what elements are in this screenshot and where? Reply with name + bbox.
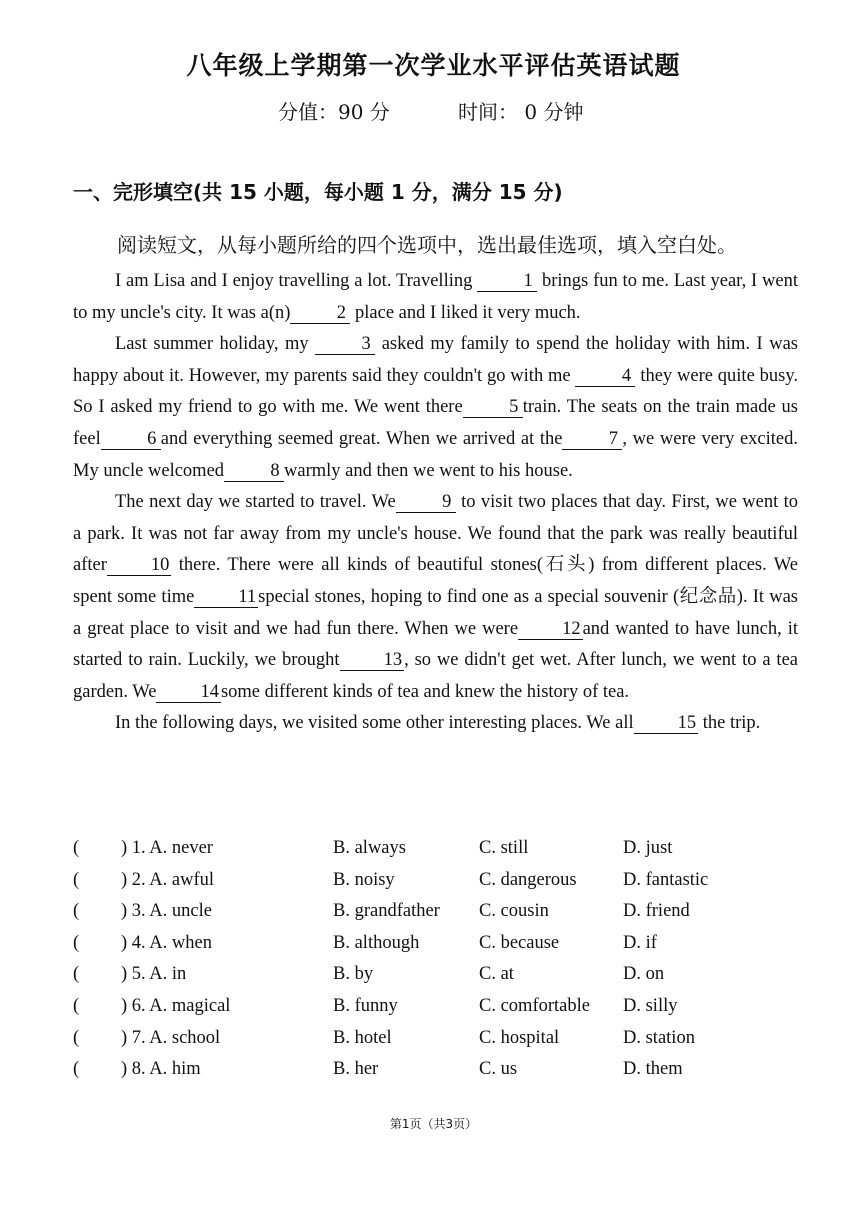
answer-slot[interactable]: ( bbox=[73, 901, 80, 922]
blank-11[interactable]: 11 bbox=[194, 587, 258, 608]
time-label: 时间： 0 分钟 bbox=[458, 100, 584, 124]
question-row-3 bbox=[73, 901, 798, 933]
option-c: C. dangerous bbox=[479, 869, 577, 890]
option-d: D. station bbox=[623, 1027, 695, 1048]
option-c: C. us bbox=[479, 1059, 518, 1080]
blank-12[interactable]: 12 bbox=[518, 619, 583, 640]
option-d: D. if bbox=[623, 932, 657, 953]
question-row-6 bbox=[73, 996, 798, 1028]
blank-14[interactable]: 14 bbox=[156, 682, 221, 703]
answer-slot[interactable]: ( bbox=[73, 995, 80, 1016]
page-footer: 第1页（共3页） bbox=[389, 1117, 478, 1131]
text-run: train. The seats on the train made us feel bbox=[73, 397, 798, 449]
text-run: asked my family to spend the holiday with him. I was happy about it. However, my parents said they couldn't go with me bbox=[73, 334, 799, 386]
answer-slot[interactable]: ( bbox=[73, 869, 80, 890]
option-a: ) 5. A. in bbox=[121, 964, 187, 985]
answer-slot[interactable]: ( bbox=[73, 838, 80, 858]
text-run: In the following days, we visited some other interesting places. We all bbox=[115, 713, 634, 734]
answer-slot[interactable]: ( bbox=[73, 1027, 80, 1048]
option-b: B. by bbox=[333, 964, 374, 985]
option-d: D. them bbox=[623, 1059, 683, 1080]
text-run: Last summer holiday, my bbox=[115, 334, 316, 355]
text-run: some different kinds of tea and knew the history of tea. bbox=[220, 681, 630, 702]
paragraph-3 bbox=[73, 487, 798, 708]
blank-2[interactable]: 2 bbox=[290, 303, 350, 324]
blank-13[interactable]: 13 bbox=[340, 650, 405, 671]
text-run: special stones, hoping to find one as a special souvenir (纪念品). It was a great place to visit and we had fun there. When we were bbox=[73, 586, 798, 639]
option-d: D. fantastic bbox=[623, 869, 709, 890]
option-a: ) 4. A. when bbox=[121, 932, 212, 953]
cloze-passage bbox=[73, 266, 798, 740]
question-row-7 bbox=[73, 1028, 798, 1060]
blank-7[interactable]: 7 bbox=[562, 429, 622, 450]
option-d: D. just bbox=[623, 838, 673, 858]
question-row-8 bbox=[73, 1059, 798, 1091]
blank-15[interactable]: 15 bbox=[634, 713, 699, 734]
text-run: place and I liked it very much. bbox=[350, 302, 581, 323]
option-a: ) 1. A. never bbox=[121, 838, 213, 858]
option-b: B. hotel bbox=[333, 1027, 392, 1048]
option-c: C. cousin bbox=[479, 901, 549, 922]
option-d: D. friend bbox=[623, 901, 690, 922]
text-run: , so we didn't get wet. After lunch, we went to a tea garden. We bbox=[73, 650, 798, 702]
blank-6[interactable]: 6 bbox=[101, 429, 161, 450]
text-run: , we were very excited. My uncle welcomed bbox=[73, 428, 798, 481]
paragraph-2 bbox=[73, 329, 798, 487]
option-c: C. hospital bbox=[479, 1027, 560, 1048]
option-b: B. grandfather bbox=[333, 901, 440, 922]
option-b: B. always bbox=[333, 838, 406, 858]
section-heading: 一、完形填空(共 15 小题，每小题 1 分，满分 15 分) bbox=[73, 180, 563, 204]
paragraph-1 bbox=[73, 266, 798, 329]
paragraph-4 bbox=[73, 708, 798, 740]
answer-slot[interactable]: ( bbox=[73, 1059, 80, 1080]
instruction-text: 阅读短文，从每小题所给的四个选项中，选出最佳选项，填入空白处。 bbox=[117, 233, 737, 257]
text-run: The next day we started to travel. We bbox=[115, 492, 396, 513]
option-a: ) 2. A. awful bbox=[121, 869, 214, 890]
answer-slot[interactable]: ( bbox=[73, 932, 80, 953]
text-run: they were quite busy. So I asked my friend to go with me. We went there bbox=[73, 365, 798, 418]
question-row-5 bbox=[73, 964, 798, 996]
option-c: C. comfortable bbox=[479, 995, 590, 1016]
blank-5[interactable]: 5 bbox=[463, 397, 523, 418]
option-d: D. on bbox=[623, 964, 665, 985]
option-a: ) 6. A. magical bbox=[121, 995, 231, 1016]
exam-title: 八年级上学期第一次学业水平评估英语试题 bbox=[186, 51, 681, 80]
text-run: to visit two places that day. First, we went to a park. It was not far away from my uncle's house. We found that the park was really beautiful after bbox=[73, 492, 798, 576]
option-b: B. although bbox=[333, 932, 420, 953]
blank-3[interactable]: 3 bbox=[315, 334, 375, 355]
text-run: warmly and then we went to his house. bbox=[284, 460, 573, 481]
option-b: B. her bbox=[333, 1059, 379, 1080]
blank-1[interactable]: 1 bbox=[477, 271, 537, 292]
option-c: C. still bbox=[479, 838, 529, 858]
question-row-1 bbox=[73, 838, 798, 870]
option-d: D. silly bbox=[623, 995, 678, 1016]
text-run: and wanted to have lunch, it started to rain. Luckily, we brought bbox=[73, 618, 799, 671]
question-row-4 bbox=[73, 933, 798, 965]
score-label: 分值：90 分 bbox=[278, 100, 390, 124]
text-run: brings fun to me. Last year, I went to my uncle's city. It was a(n) bbox=[73, 271, 798, 323]
option-c: C. because bbox=[479, 932, 560, 953]
option-a: ) 3. A. uncle bbox=[121, 901, 212, 922]
blank-10[interactable]: 10 bbox=[107, 555, 172, 576]
text-run: I am Lisa and I enjoy travelling a lot. Travelling bbox=[115, 271, 478, 291]
question-row-2 bbox=[73, 870, 798, 902]
blank-8[interactable]: 8 bbox=[224, 461, 284, 482]
option-b: B. noisy bbox=[333, 869, 395, 890]
text-run: there. There were all kinds of beautiful stones(石头) from different places. We spent some time bbox=[73, 555, 798, 607]
option-c: C. at bbox=[479, 964, 514, 985]
blank-4[interactable]: 4 bbox=[575, 366, 635, 387]
blank-9[interactable]: 9 bbox=[396, 492, 456, 513]
question-options bbox=[73, 838, 798, 1091]
answer-slot[interactable]: ( bbox=[73, 964, 80, 985]
text-run: and everything seemed great. When we arrived at the bbox=[160, 428, 563, 449]
option-b: B. funny bbox=[333, 995, 398, 1016]
option-a: ) 8. A. him bbox=[121, 1059, 201, 1080]
option-a: ) 7. A. school bbox=[121, 1027, 221, 1048]
text-run: the trip. bbox=[698, 713, 761, 734]
